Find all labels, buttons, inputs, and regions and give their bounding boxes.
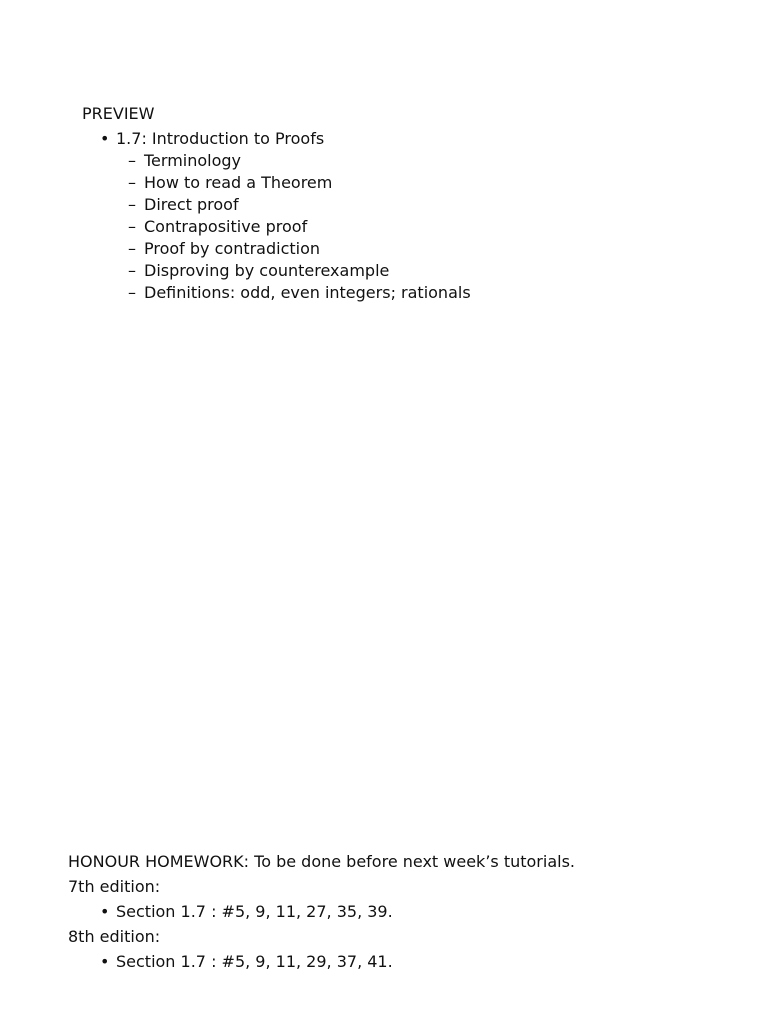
list-item	[128, 150, 471, 172]
homework-heading: HONOUR HOMEWORK: To be done before next week’s tutorials.	[68, 852, 575, 871]
edition-item-text: Section 1.7 : #5, 9, 11, 29, 37, 41.	[116, 952, 393, 971]
bullet-glyph: •	[100, 902, 110, 921]
dash-glyph: –	[128, 151, 136, 170]
bullet-glyph: •	[100, 952, 110, 971]
preview-list	[100, 128, 471, 304]
dash-glyph: –	[128, 261, 136, 280]
dash-glyph: –	[128, 217, 136, 236]
preview-sublist	[128, 150, 471, 304]
homework-section	[68, 851, 575, 976]
edition-label-7th: 7th edition:	[68, 877, 161, 896]
list-item-text: Direct proof	[144, 195, 239, 214]
edition-item-8th	[100, 951, 575, 976]
dash-glyph: –	[128, 195, 136, 214]
list-item-text: Contrapositive proof	[144, 217, 308, 236]
list-item	[128, 260, 471, 282]
bullet-glyph: •	[100, 129, 110, 148]
list-item-text: Definitions: odd, even integers; rationals	[144, 283, 471, 302]
list-item	[128, 238, 471, 260]
list-item	[128, 282, 471, 304]
edition-label-8th: 8th edition:	[68, 927, 161, 946]
list-item	[128, 216, 471, 238]
list-item-text: Terminology	[144, 151, 242, 170]
list-item-text: Proof by contradiction	[144, 239, 321, 258]
preview-heading: PREVIEW	[82, 104, 155, 123]
list-item	[128, 194, 471, 216]
dash-glyph: –	[128, 283, 136, 302]
edition-item-text: Section 1.7 : #5, 9, 11, 27, 35, 39.	[116, 902, 393, 921]
edition-item-7th	[100, 901, 575, 926]
dash-glyph: –	[128, 239, 136, 258]
list-item	[128, 172, 471, 194]
list-item-text: Disproving by counterexample	[144, 261, 390, 280]
preview-bullet	[100, 128, 471, 150]
list-item-text: How to read a Theorem	[144, 173, 333, 192]
dash-glyph: –	[128, 173, 136, 192]
preview-bullet-text: 1.7: Introduction to Proofs	[116, 129, 325, 148]
